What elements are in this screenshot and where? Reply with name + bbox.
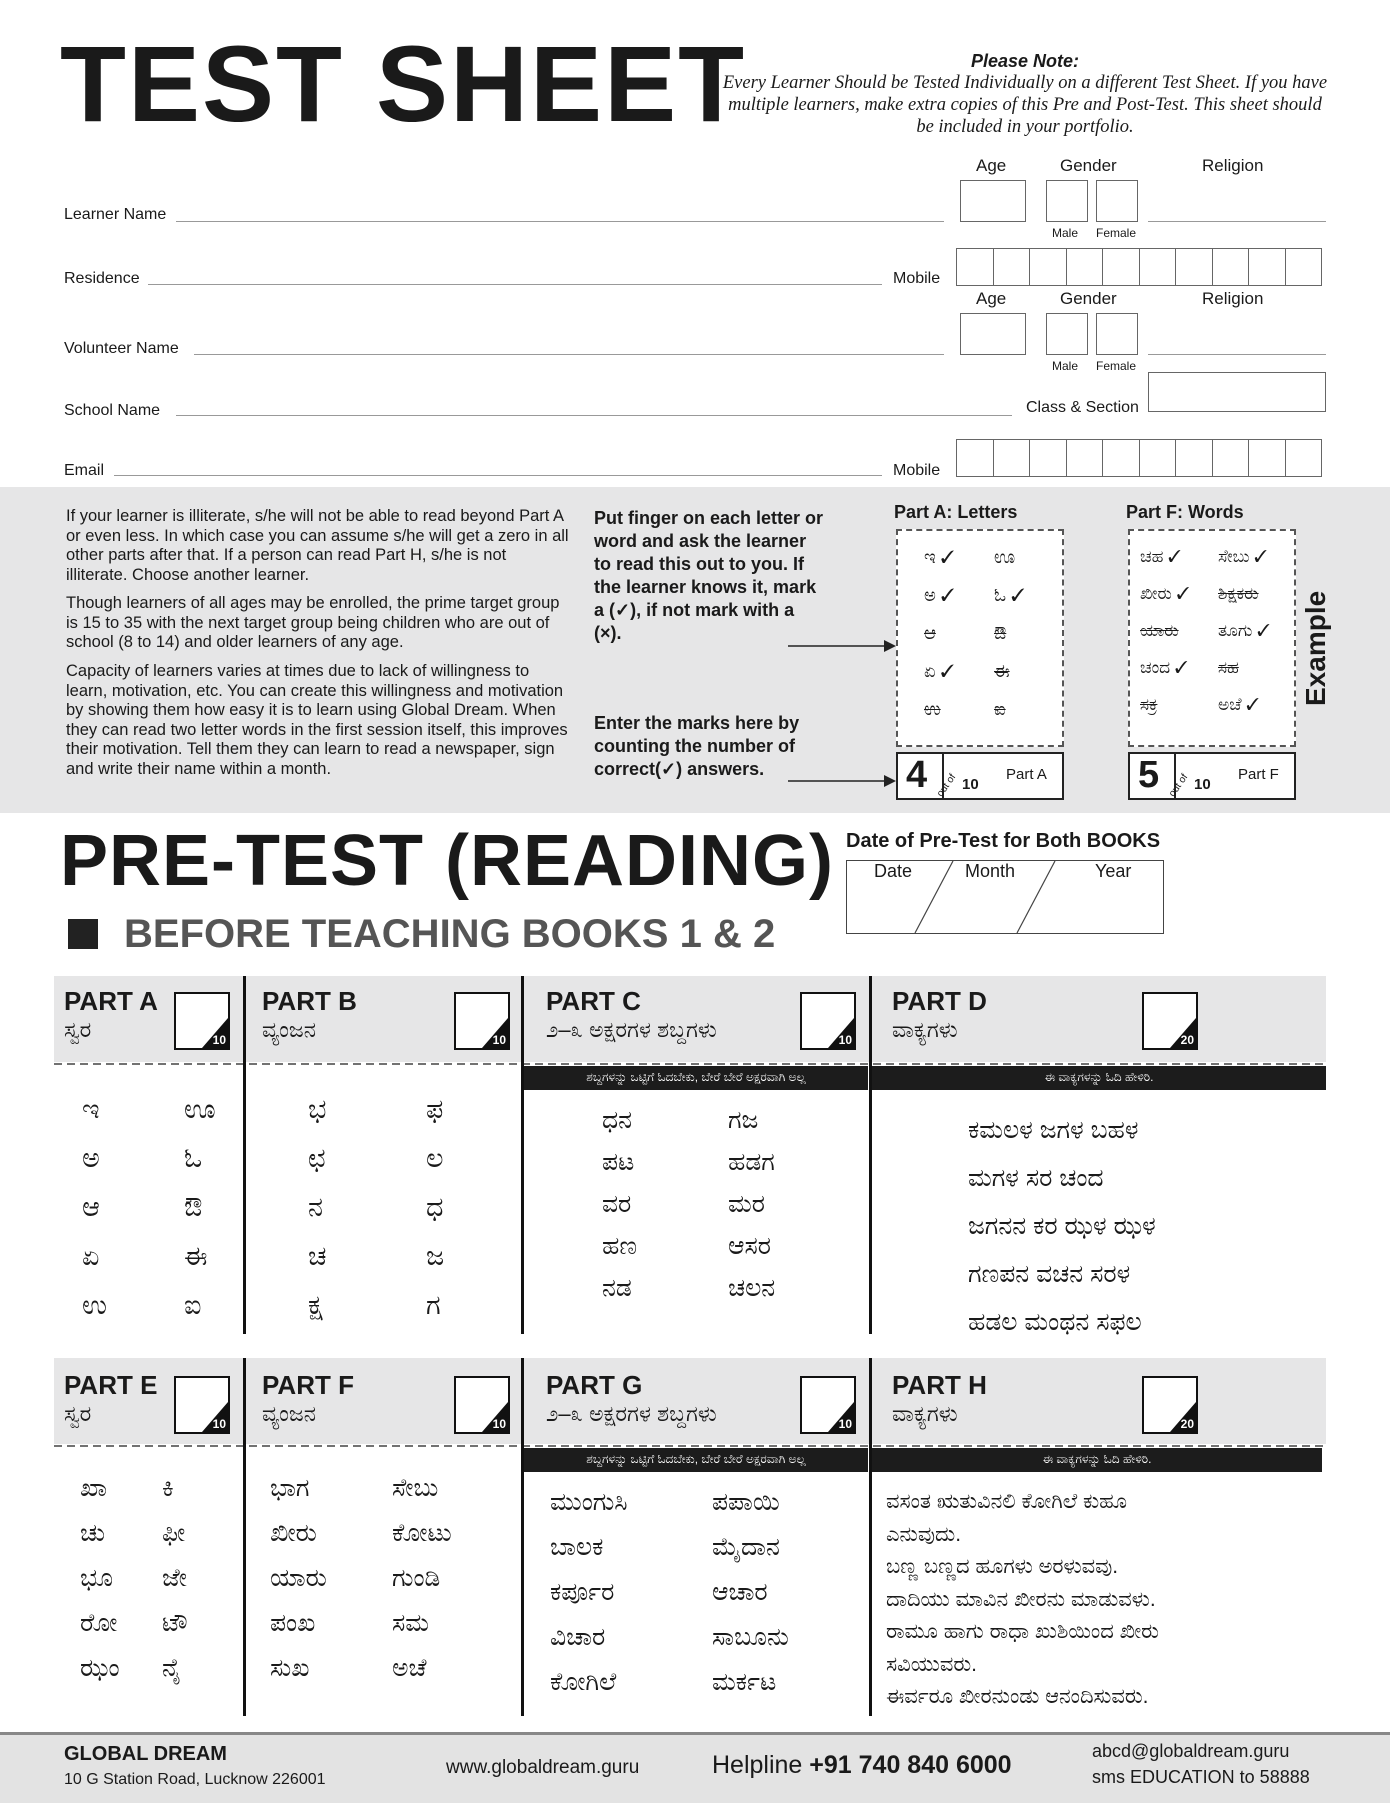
word-cell: ಆಚಾರ xyxy=(712,1578,768,1606)
instruction-mark: Put finger on each letter or word and ask the learner to read this out to you. If the learner knows it, mark a (✓), if not mark with a (×). xyxy=(594,508,824,643)
arrow-head-icon xyxy=(884,640,896,652)
arrows xyxy=(780,630,900,790)
square-bullet-icon xyxy=(68,919,98,949)
letter-cell: ಫೀ xyxy=(162,1519,186,1547)
partC-grid xyxy=(602,1106,828,1303)
learner-female-box[interactable] xyxy=(1096,180,1138,222)
letter-cell: ಖಾ xyxy=(80,1474,108,1502)
partD-list xyxy=(968,1106,1156,1346)
male-label: Male xyxy=(1052,226,1079,240)
partG-header xyxy=(546,1370,717,1427)
example-total: 10 xyxy=(1194,776,1211,793)
partE-score-box[interactable] xyxy=(174,1376,230,1434)
letter-cell: ಧ xyxy=(426,1192,444,1222)
date-box[interactable] xyxy=(846,860,1164,934)
part-subtitle: ೨–೩ ಅಕ್ಷರಗಳ ಶಬ್ದಗಳು xyxy=(546,1017,717,1042)
word-cell: ಯಾರು xyxy=(270,1564,327,1592)
learner-name-label: Learner Name xyxy=(64,206,167,223)
example-item: ಉ xyxy=(924,699,941,719)
sentence-item: ಹಡಲ ಮಂಥನ ಸಫಲ xyxy=(968,1308,1142,1336)
partD-score-box[interactable] xyxy=(1142,992,1198,1050)
info-para-2: Though learners of all ages may be enrolled, the prime target group is 15 to 35 with the next target group being children who are out of school (8 to 14) and older learners of any age. xyxy=(66,594,560,651)
month-label: Month xyxy=(965,861,1016,881)
example-item: ಔ xyxy=(994,623,1007,643)
word-cell: ವರ xyxy=(602,1190,632,1218)
out-of-label: out of xyxy=(1166,772,1191,799)
partH-score-box[interactable] xyxy=(1142,1376,1198,1434)
volunteer-age-box[interactable] xyxy=(960,313,1026,355)
class-section-label: Class & Section xyxy=(1026,399,1139,416)
instruction-enter: Enter the marks here by counting the number of correct(✓) answers. xyxy=(594,713,800,779)
max-score: 10 xyxy=(492,1417,506,1431)
part-subtitle: ವಾಕ್ಯಗಳು xyxy=(892,1017,958,1042)
example-item: ಓ ✓ xyxy=(994,585,1025,605)
info-para-1: If your learner is illiterate, s/he will not be able to read beyond Part A or even less. In which case you can assume s/he will get a zero in all other parts after that. If a person can read Part H, s/he is not illiterate. Choose another learner. xyxy=(66,507,569,584)
page-title: TEST SHEET xyxy=(60,23,747,144)
sentence-item: ಜಗನನ ಕರ ಝಳ ಝಳ xyxy=(968,1212,1156,1240)
part-title: PART G xyxy=(546,1370,643,1400)
example-item: ಅಚೆ ✓ xyxy=(1218,695,1260,714)
sentence-line: ಸವಿಯುವರು. xyxy=(886,1652,977,1676)
sentence-line: ದಾದಿಯು ಮಾವಿನ ಖೀರನು ಮಾಡುವಳು. xyxy=(886,1587,1156,1611)
partH-instruction-bar: ಈ ವಾಕ್ಯಗಳನ್ನು ಓದಿ ಹೇಳಿರಿ. xyxy=(872,1448,1322,1472)
max-score: 20 xyxy=(1180,1033,1194,1047)
example-item: ಸೇಬು ✓ xyxy=(1218,547,1268,566)
footer-email[interactable]: abcd@globaldream.guru xyxy=(1092,1741,1290,1761)
partG-grid xyxy=(550,1488,832,1697)
school-name-label: School Name xyxy=(64,402,161,419)
word-cell: ಕರ್ಪೂರ xyxy=(550,1578,615,1606)
example-item: ಚಂದ ✓ xyxy=(1140,658,1188,677)
residence-label: Residence xyxy=(64,270,140,287)
helpline-number[interactable]: +91 740 840 6000 xyxy=(809,1751,1012,1779)
part-title: PART B xyxy=(262,986,357,1016)
school-name-field[interactable] xyxy=(176,415,1012,416)
max-score: 10 xyxy=(212,1417,226,1431)
email-field[interactable] xyxy=(114,475,882,476)
volunteer-mobile-grid[interactable] xyxy=(956,439,1321,477)
example-item: ಐ xyxy=(994,699,1006,719)
residence-field[interactable] xyxy=(148,284,882,285)
part-title: PART D xyxy=(892,986,987,1016)
partE-header xyxy=(64,1370,157,1427)
letter-cell: ಉ xyxy=(82,1290,108,1320)
class-section-box[interactable] xyxy=(1148,372,1326,412)
email-label: Email xyxy=(64,462,105,479)
word-cell: ಆಸರ xyxy=(728,1232,772,1260)
sentence-line: ಎನುವುದು. xyxy=(886,1522,962,1546)
word-cell: ಪಟ xyxy=(602,1148,635,1176)
pretest-subtitle xyxy=(68,912,775,957)
word-cell: ಸೇಬು xyxy=(392,1474,439,1502)
letter-cell: ಆ xyxy=(82,1192,100,1222)
partA-header xyxy=(64,986,158,1043)
column-divider xyxy=(521,1358,524,1716)
part-subtitle: ವ್ಯಂಜನ xyxy=(262,1401,316,1426)
note-heading: Please Note: xyxy=(970,51,1080,71)
letter-cell: ಝಂ xyxy=(80,1654,120,1682)
arrow-head-icon xyxy=(884,775,896,787)
pretest-title: PRE-TEST (READING) xyxy=(60,821,834,901)
example-item: ಸಹ xyxy=(1218,658,1239,677)
example-item: ತೂಗು ✓ xyxy=(1218,621,1271,640)
sentence-item: ಗಣಪನ ವಚನ ಸರಳ xyxy=(968,1260,1131,1288)
max-score: 10 xyxy=(212,1033,226,1047)
partH-header xyxy=(892,1370,987,1427)
word-cell: ಗುಂಡಿ xyxy=(392,1564,441,1592)
religion-label: Religion xyxy=(1202,289,1264,308)
partE-grid xyxy=(80,1474,222,1683)
example-partF-title: Part F: Words xyxy=(1126,502,1244,522)
column-divider xyxy=(243,1358,246,1716)
example-item: ಚಹ ✓ xyxy=(1140,547,1181,566)
letter-cell: ಐ xyxy=(184,1290,202,1320)
gender-label: Gender xyxy=(1060,289,1117,308)
letter-cell: ಟೌ xyxy=(162,1609,188,1637)
part-subtitle: ಸ್ವರ xyxy=(64,1017,92,1042)
word-cell: ಸಾಬೂನು xyxy=(712,1623,789,1651)
mobile-label: Mobile xyxy=(893,462,941,479)
part-subtitle: ವ್ಯಂಜನ xyxy=(262,1017,316,1042)
example-item: ಶಿಕ್ಷಕರು xyxy=(1218,584,1259,603)
letter-cell: ಜ xyxy=(426,1241,445,1271)
date-heading: Date of Pre-Test for Both BOOKS xyxy=(846,830,1161,852)
example-item: ಈ xyxy=(994,661,1010,681)
letter-cell: ಏ xyxy=(82,1241,100,1271)
partA-grid xyxy=(82,1094,244,1322)
example-item: ಏ ✓ xyxy=(924,661,955,681)
letter-cell: ಭೂ xyxy=(80,1564,114,1592)
part-title: PART C xyxy=(546,986,641,1016)
example-partA-score xyxy=(896,752,1064,800)
letter-cell: ಓ xyxy=(184,1143,203,1173)
column-divider xyxy=(869,976,872,1334)
age-label: Age xyxy=(976,156,1007,175)
word-cell: ಧನ xyxy=(602,1106,633,1134)
age-label: Age xyxy=(976,289,1007,308)
sentence-item: ಕಮಲಳ ಜಗಳ ಬಹಳ xyxy=(968,1116,1139,1144)
sentence-item: ಮಗಳ ಸರ ಚಂದ xyxy=(968,1164,1104,1192)
example-partA-title: Part A: Letters xyxy=(894,502,1018,522)
subtitle-text: BEFORE TEACHING BOOKS 1 & 2 xyxy=(124,912,776,956)
word-cell: ಕೋಗಿಲೆ xyxy=(550,1668,617,1696)
learner-mobile-grid[interactable] xyxy=(956,248,1321,286)
learner-religion-field[interactable] xyxy=(1148,221,1326,222)
example-item: ಖೀರು ✓ xyxy=(1140,584,1190,603)
word-cell: ಹಣ xyxy=(602,1232,638,1260)
word-cell: ಮೈದಾನ xyxy=(712,1533,780,1561)
please-note xyxy=(720,50,1330,138)
letter-cell: ಲ xyxy=(426,1143,444,1173)
example-partF-box xyxy=(1128,529,1296,747)
website-link[interactable]: www.globaldream.guru xyxy=(446,1757,640,1778)
sentence-line: ಈರ್ವರೂ ಖೀರನುಂಡು ಆನಂದಿಸುವರು. xyxy=(886,1685,1149,1708)
example-partF-score xyxy=(1128,752,1296,800)
example-partA-box xyxy=(896,529,1064,747)
partB-header xyxy=(262,986,357,1043)
letter-cell: ರೋ xyxy=(80,1609,118,1637)
max-score: 10 xyxy=(838,1417,852,1431)
example-score-value: 4 xyxy=(906,754,928,796)
example-item: ಅ ✓ xyxy=(924,585,955,605)
letter-cell: ಈ xyxy=(184,1241,208,1271)
volunteer-name-field[interactable] xyxy=(194,354,944,355)
letter-cell: ನ xyxy=(308,1192,324,1222)
letter-cell: ಫ xyxy=(426,1094,444,1124)
example-item: ಯಾರು xyxy=(1140,621,1179,640)
gender-label: Gender xyxy=(1060,156,1117,175)
example-score-value: 5 xyxy=(1138,754,1160,796)
partH-list xyxy=(886,1486,1159,1714)
partD-instruction-bar: ಈ ವಾಕ್ಯಗಳನ್ನು ಓದಿ ಹೇಳಿರಿ. xyxy=(872,1066,1326,1090)
partB-score-box[interactable] xyxy=(454,992,510,1050)
female-label: Female xyxy=(1096,359,1137,373)
letter-cell: ಅ xyxy=(82,1143,100,1173)
org-name: GLOBAL DREAM xyxy=(64,1743,227,1765)
part-title: PART F xyxy=(262,1370,354,1400)
partC-instruction-bar: ಶಬ್ದಗಳನ್ನು ಒಟ್ಟಿಗೆ ಓದಬೇಕು, ಬೇರೆ ಬೇರೆ ಅಕ್ಷರವಾಗಿ ಅಲ್ಲ xyxy=(524,1066,868,1090)
example-part-label: Part F xyxy=(1238,766,1279,783)
letter-cell: ಚು xyxy=(80,1519,106,1547)
volunteer-name-label: Volunteer Name xyxy=(64,340,179,357)
letter-cell: ಗ xyxy=(426,1290,441,1320)
partC-score-box[interactable] xyxy=(800,992,856,1050)
part-subtitle: ವಾಕ್ಯಗಳು xyxy=(892,1401,958,1426)
word-cell: ವಿಚಾರ xyxy=(550,1623,606,1651)
word-cell: ಮುಂಗುಸಿ xyxy=(550,1488,628,1516)
letter-cell: ಔ xyxy=(184,1192,203,1222)
letter-cell: ಊ xyxy=(184,1094,216,1124)
word-cell: ಬಾಲಕ xyxy=(550,1533,604,1561)
word-cell: ಚಲನ xyxy=(728,1274,776,1302)
word-cell: ಗಜ xyxy=(728,1106,759,1134)
part-subtitle: ೨–೩ ಅಕ್ಷರಗಳ ಶಬ್ದಗಳು xyxy=(546,1401,717,1426)
date-label: Date xyxy=(874,861,913,881)
partD-header xyxy=(892,986,987,1043)
letter-cell: ಇ xyxy=(82,1094,100,1124)
sentence-line: ವಸಂತ ಋತುವಿನಲಿ ಕೋಗಿಲೆ ಕುಹೂ xyxy=(886,1490,1128,1513)
max-score: 10 xyxy=(492,1033,506,1047)
word-cell: ಪಂಖ xyxy=(270,1609,316,1637)
helpline xyxy=(712,1751,1012,1780)
example-item: ಸಕ್ರ xyxy=(1140,695,1158,714)
example-label: Example xyxy=(1300,590,1331,706)
sentence-line: ರಾಮೂ ಹಾಗು ರಾಧಾ ಖುಶಿಯಿಂದ ಖೀರು xyxy=(886,1620,1159,1643)
note-body: Every Learner Should be Tested Individually on a different Test Sheet. If you have multiple learners, make extra copies of this Pre and Post-Test. This sheet should be included in your portfolio. xyxy=(722,73,1328,137)
letter-cell: ಕಿ xyxy=(162,1474,174,1502)
partB-grid xyxy=(308,1094,486,1322)
footer xyxy=(0,1732,1390,1803)
partA-score-box[interactable] xyxy=(174,992,230,1050)
column-divider xyxy=(521,976,524,1334)
learner-age-box[interactable] xyxy=(960,180,1026,222)
part-title: PART E xyxy=(64,1370,158,1400)
sentence-line: ಬಣ್ಣ ಬಣ್ಣದ ಹೂಗಳು ಅರಳುವವು. xyxy=(886,1555,1119,1578)
learner-male-box[interactable] xyxy=(1046,180,1088,222)
letter-cell: ಚ xyxy=(308,1241,327,1271)
word-cell: ಕೋಟು xyxy=(392,1519,452,1547)
org-address: 10 G Station Road, Lucknow 226001 xyxy=(64,1771,326,1788)
word-cell: ಪಪಾಯಿ xyxy=(712,1488,780,1516)
word-cell: ಮರ್ಕಟ xyxy=(712,1668,777,1696)
example-total: 10 xyxy=(962,776,979,793)
word-cell: ಅಚೆ xyxy=(392,1654,427,1682)
partF-grid xyxy=(270,1474,492,1683)
partF-header xyxy=(262,1370,354,1427)
partF-score-box[interactable] xyxy=(454,1376,510,1434)
partG-score-box[interactable] xyxy=(800,1376,856,1434)
example-item: ಇ ✓ xyxy=(924,547,955,567)
male-label: Male xyxy=(1052,359,1079,373)
word-cell: ಮರ xyxy=(728,1190,766,1218)
word-cell: ಸುಖ xyxy=(270,1654,310,1682)
volunteer-male-box[interactable] xyxy=(1046,313,1088,355)
partC-header xyxy=(546,986,717,1043)
max-score: 10 xyxy=(838,1033,852,1047)
helpline-label: Helpline xyxy=(712,1751,810,1779)
word-cell: ಭಾಗ xyxy=(270,1474,310,1502)
out-of-label: out of xyxy=(934,772,959,799)
max-score: 20 xyxy=(1180,1417,1194,1431)
mobile-label: Mobile xyxy=(893,270,941,287)
letter-cell: ಛ xyxy=(308,1143,326,1173)
letter-cell: ಕ್ಷ xyxy=(308,1290,323,1320)
example-item: ಊ xyxy=(994,547,1016,567)
info-para-3: Capacity of learners varies at times due to lack of willingness to learn, motivation, etc. You can create this willingness and motivation by showing them how easy it is to learn using Global Dream. When they can read two letter words in the first session itself, this improves their motivation. Tell them they can learn to read a newspaper, sign and write their name within a month. xyxy=(66,662,568,778)
footer-sms: sms EDUCATION to 58888 xyxy=(1092,1767,1310,1787)
example-part-label: Part A xyxy=(1006,766,1047,783)
year-label: Year xyxy=(1095,861,1132,881)
letter-cell: ನೈ xyxy=(162,1654,182,1682)
learner-name-field[interactable] xyxy=(176,221,944,222)
letter-cell: ಭ xyxy=(308,1094,327,1124)
volunteer-female-box[interactable] xyxy=(1096,313,1138,355)
religion-label: Religion xyxy=(1202,156,1264,175)
word-cell: ಸಮ xyxy=(392,1609,430,1637)
female-label: Female xyxy=(1096,226,1137,240)
letter-cell: ಜೇ xyxy=(162,1564,188,1592)
partG-instruction-bar: ಶಬ್ದಗಳನ್ನು ಒಟ್ಟಿಗೆ ಓದಬೇಕು, ಬೇರೆ ಬೇರೆ ಅಕ್ಷರವಾಗಿ ಅಲ್ಲ xyxy=(524,1448,868,1472)
word-cell: ಖೀರು xyxy=(270,1519,317,1547)
word-cell: ನಡ xyxy=(602,1274,632,1302)
part-subtitle: ಸ್ವರ xyxy=(64,1401,92,1426)
part-title: PART A xyxy=(64,986,158,1016)
example-item: ಆ xyxy=(924,623,936,643)
word-cell: ಹಡಗ xyxy=(728,1148,775,1176)
column-divider xyxy=(869,1358,872,1716)
part-title: PART H xyxy=(892,1370,987,1400)
volunteer-religion-field[interactable] xyxy=(1148,354,1326,355)
